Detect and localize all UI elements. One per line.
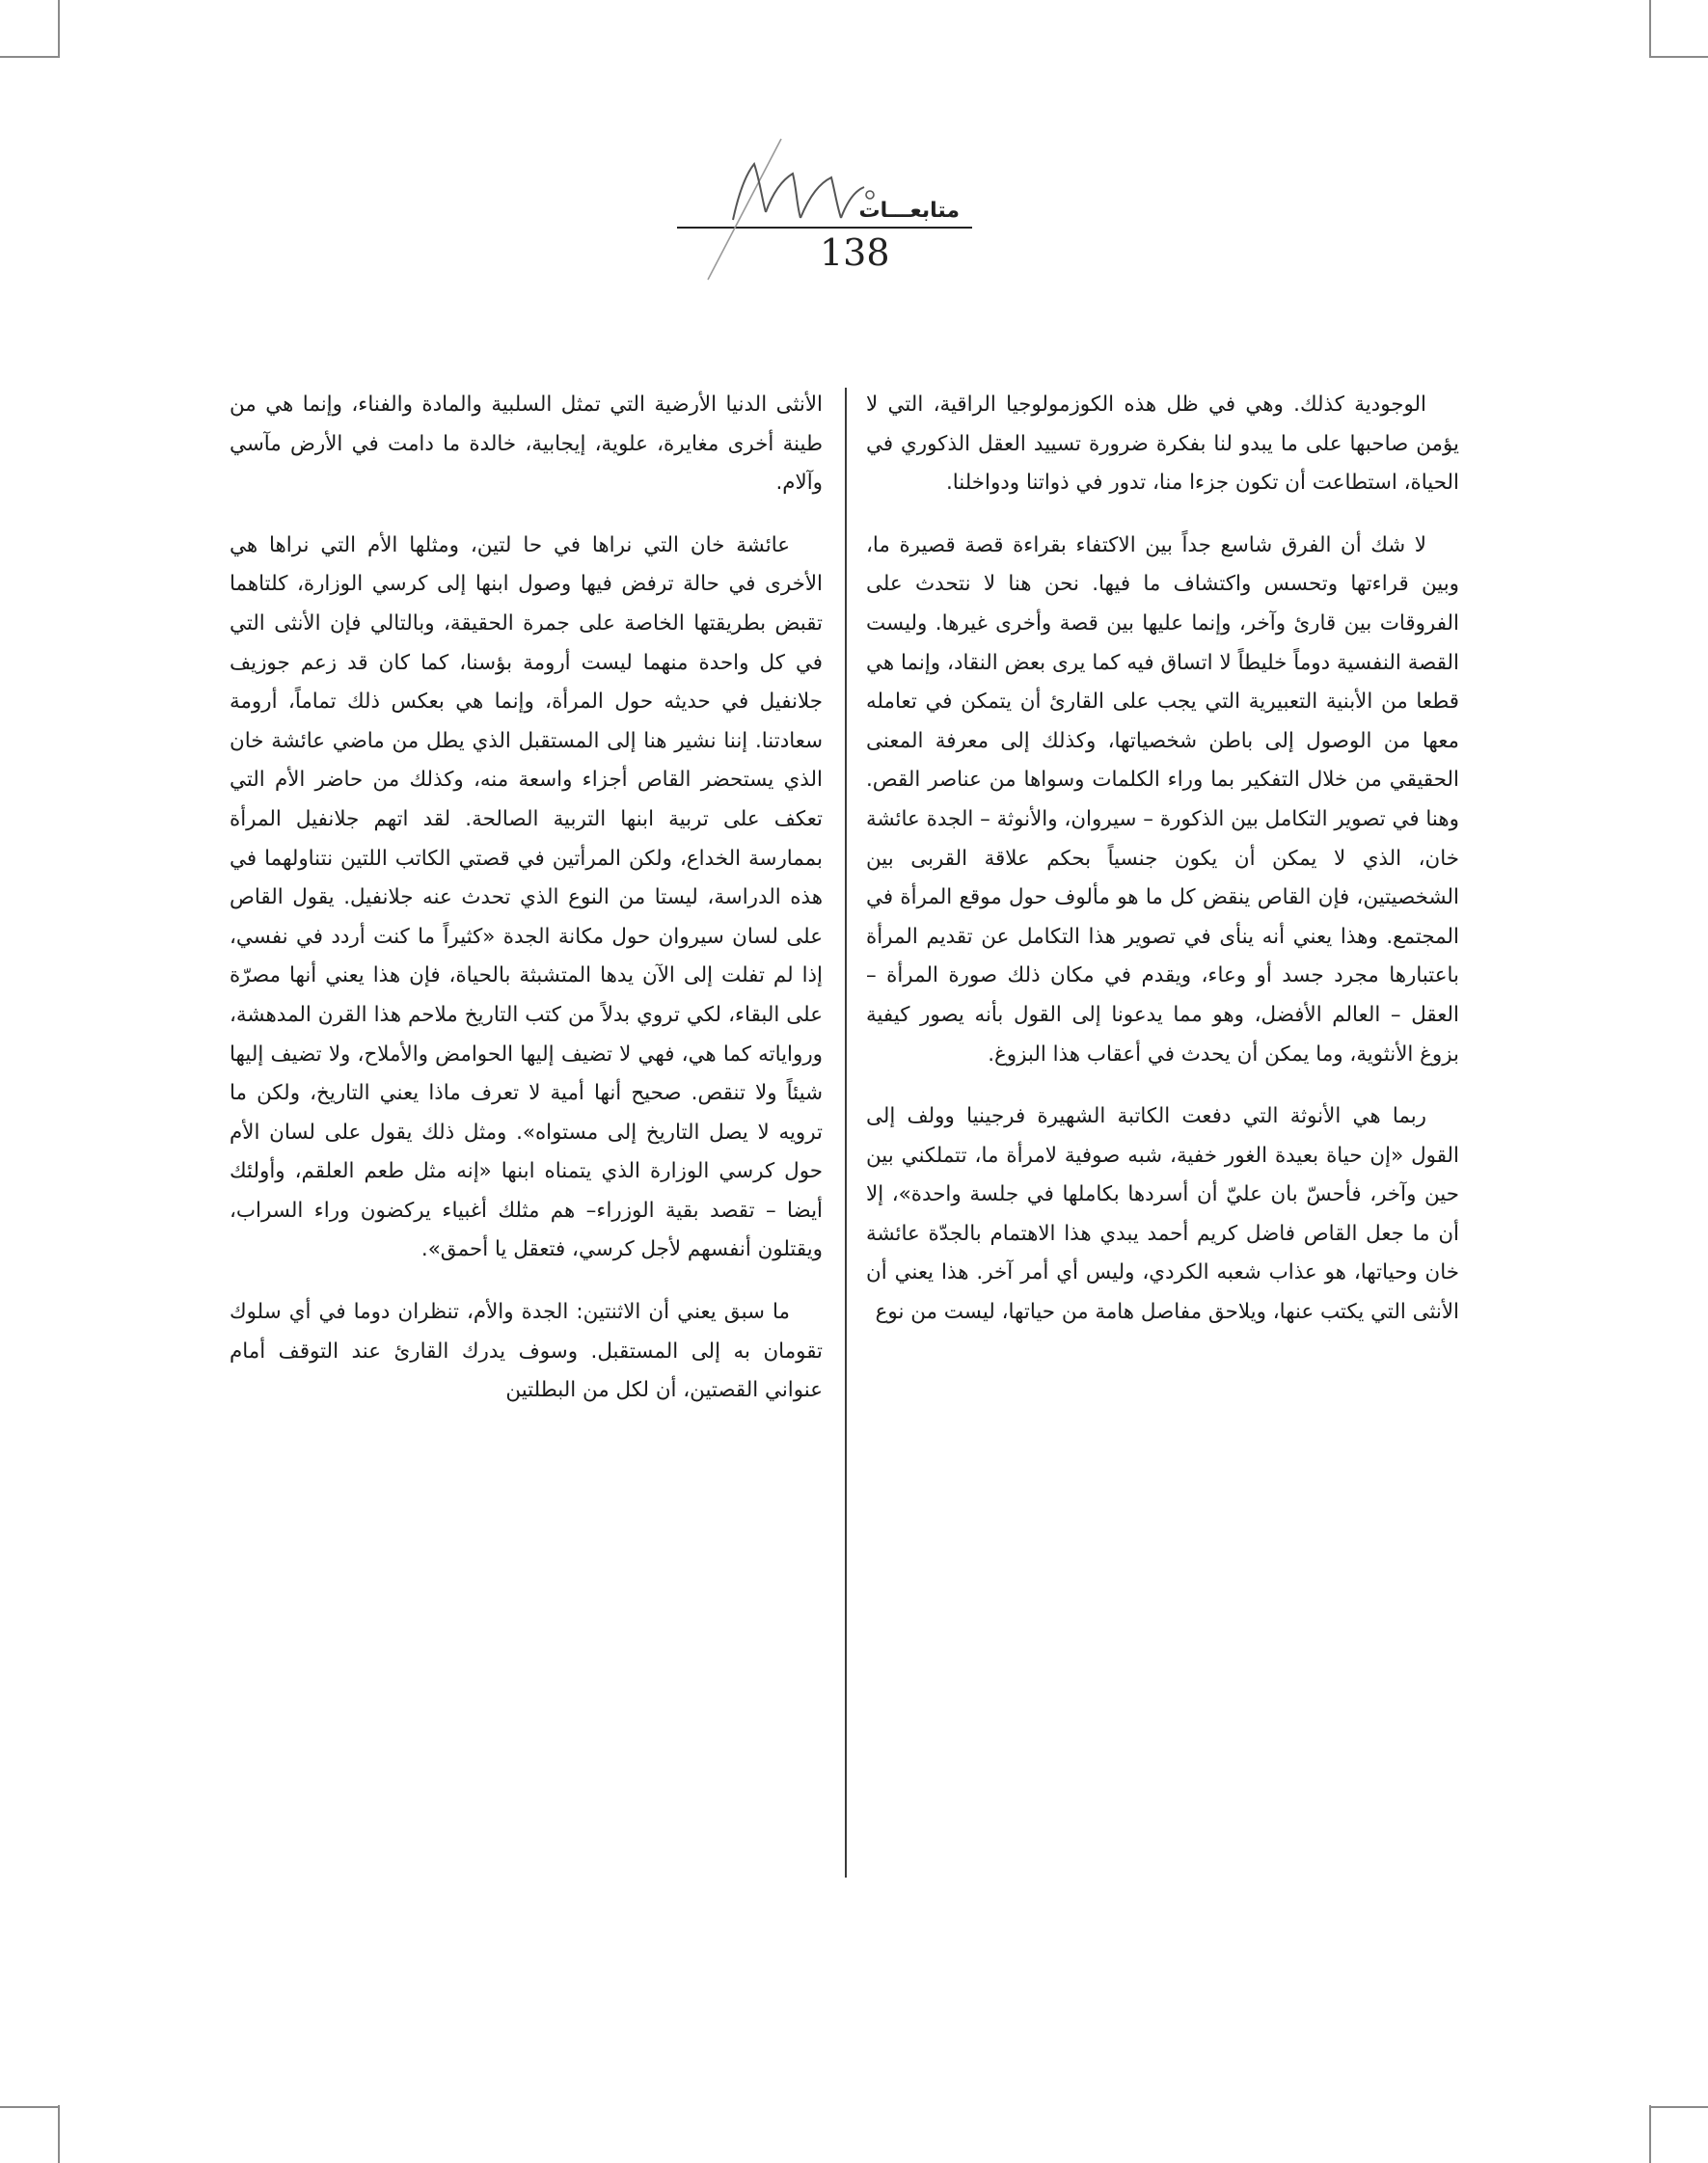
column-divider [845, 388, 847, 1878]
paragraph: ربما هي الأنوثة التي دفعت الكاتبة الشهيرة فرجينيا وولف إلى القول «إن حياة بعيدة الغور خفية، شبه صوفية لامرأة ما، تتملكني بين حين وآخر، فأحسّ بان عليّ أن أسردها بكاملها في جلسة واحدة»، إلا أن ما جعل القاص فاضل كريم أحمد يبدي هذا الاهتمام بالجدّة عائشة خان وحياتها، هو عذاب شعبه الكردي، وليس أي أمر آخر. هذا يعني أن الأنثى التي يكتب عنها، ويلاحق مفاصل هامة من حياتها، ليست من نوع [866, 1104, 1459, 1325]
paragraph: الأنثى الدنيا الأرضية التي تمثل السلبية والمادة والفناء، وإنما هي من طينة أخرى مغايرة، علوية، إيجابية، خالدة ما دامت في الأرض مآسي وآلام. [230, 392, 823, 496]
crop-mark-top-right-h [1650, 56, 1708, 58]
crop-mark-top-left-h [0, 56, 58, 58]
crop-mark-top-left-v [58, 0, 60, 58]
right-column [866, 386, 1459, 1356]
paragraph: عائشة خان التي نراها في حا لتين، ومثلها الأم التي نراها هي الأخرى في حالة ترفض فيها وصول ابنها إلى كرسي الوزارة، كلتاهما تقبض بطريقتها الخاصة على جمرة الحقيقة، وبالتالي فإن الأنثى التي في كل واحدة منهما ليست أرومة بؤسنا، كما كان قد زعم جوزيف جلانفيل في حديثه حول المرأة، وإنما هي بعكس ذلك تماماً، أرومة سعادتنا. إننا نشير هنا إلى المستقبل الذي يطل من ماضي عائشة خان الذي يستحضر القاص أجزاء واسعة منه، وكذلك من حاضر الأم التي تعكف على تربية ابنها التربية الصالحة. لقد اتهم جلانفيل المرأة بممارسة الخداع، ولكن المرأتين في قصتي الكاتب اللتين نتناولهما في هذه الدراسة، ليستا من النوع الذي تحدث عنه جلانفيل. يقول القاص على لسان سيروان حول مكانة الجدة «كثيراً ما كنت أردد في نفسي، إذا لم تفلت إلى الآن يدها المتشبثة بالحياة، فإن هذا يعني أنها مصرّة على البقاء، لكي تروي بدلاً من كتب التاريخ ملاحم هذا القرن المدهشة، ورواياته كما هي، فهي لا تضيف إليها الحوامض والأملاح، ولا تضيف إليها شيئاً ولا تنقص. صحيح أنها أمية لا تعرف ماذا يعني التاريخ، ولكن ما ترويه لا يصل التاريخ إلى مستواه». ومثل ذلك يقول على لسان الأم حول كرسي الوزارة الذي يتمناه ابنها «إنه مثل طعم العلقم، وأولئك أيضا – تقصد بقية الوزراء– هم مثلك أغبياء يركضون وراء السراب، ويقتلون أنفسهم لأجل كرسي، فتعقل يا أحمق». [230, 532, 823, 1262]
page-number: 138 [820, 231, 890, 274]
crop-mark-bottom-left-h [0, 2106, 58, 2108]
crop-mark-bottom-left-v [58, 2105, 60, 2163]
paragraph: الوجودية كذلك. وهي في ظل هذه الكوزمولوجيا الراقية، التي لا يؤمن صاحبها على ما يبدو لنا بفكرة ضرورة تسييد العقل الذكوري في الحياة، استطاعت أن تكون جزءا منا، تدور في ذواتنا ودواخلنا. [866, 392, 1459, 496]
crop-mark-top-right-v [1649, 0, 1651, 58]
crop-mark-bottom-right-v [1649, 2105, 1651, 2163]
paragraph: لا شك أن الفرق شاسع جداً بين الاكتفاء بقراءة قصة قصيرة ما، وبين قراءتها وتحسس واكتشاف ما فيها. نحن هنا لا نتحدث على الفروقات بين قارئ وآخر، وإنما عليها بين قصة وأخرى غيرها. وليست القصة النفسية دوماً خليطاً لا اتساق فيه كما يرى بعض النقاد، وإنما هي قطعا من الأبنية التعبيرية التي يجب على القارئ أن يتمكن في تعامله معها من الوصول إلى باطن شخصياتها، وكذلك إلى معرفة المعنى الحقيقي من خلال التفكير بما وراء الكلمات وسواها من عناصر القص. وهنا في تصوير التكامل بين الذكورة – سيروان، والأنوثة – الجدة عائشة خان، الذي لا يمكن أن يكون جنسياً بحكم علاقة القربى بين الشخصيتين، فإن القاص ينقض كل ما هو مألوف حول موقع المرأة في المجتمع. وهذا يعني أنه ينأى في تصوير هذا التكامل عن تقديم المرأة باعتبارها مجرد جسد أو وعاء، ويقدم في مكان ذلك صورة المرأة – العقل – العالم الأفضل، وهو مما يدعونا إلى القول بأنه يصور كيفية بزوغ الأنثوية، وما يمكن أن يحدث في أعقاب هذا البزوغ. [866, 532, 1459, 1067]
section-label: متابعـــات [858, 199, 960, 223]
left-column [230, 386, 823, 1434]
crop-mark-bottom-right-h [1650, 2106, 1708, 2108]
paragraph: ما سبق يعني أن الاثنتين: الجدة والأم، تنظران دوما في أي سلوك تقومان به إلى المستقبل. وسوف يدرك القارئ عند التوقف أمام عنواني القصتين، أن لكل من البطلتين [230, 1300, 823, 1403]
page-header [665, 135, 984, 299]
